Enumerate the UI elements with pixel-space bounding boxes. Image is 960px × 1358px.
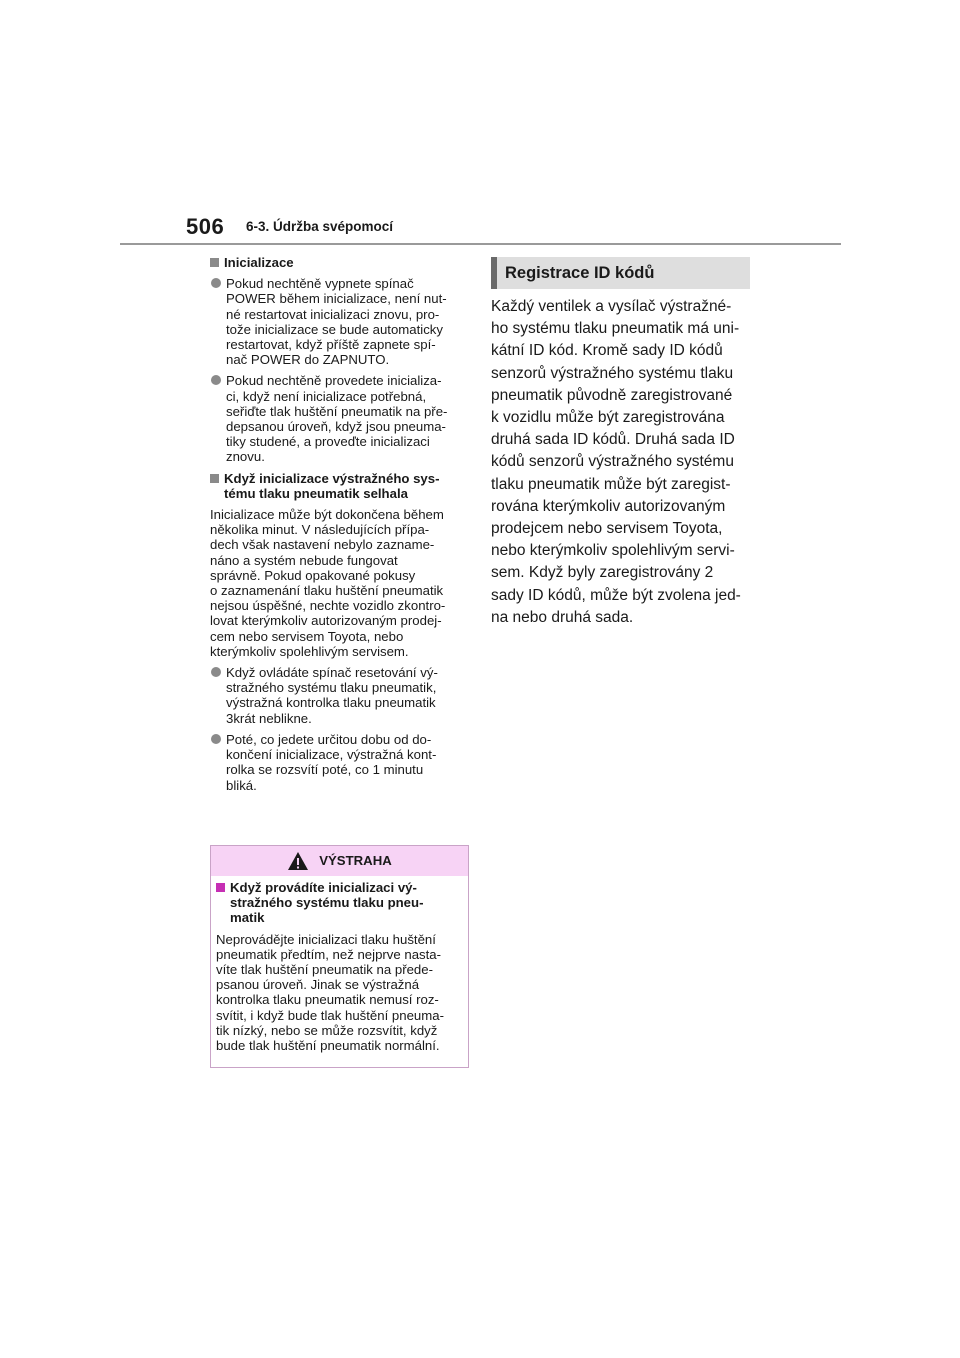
left-column — [210, 255, 472, 799]
text-line: seřiďte tlak huštění pneumatik na pře- — [226, 403, 448, 419]
registration-heading: Registrace ID kódů — [491, 257, 750, 289]
text-line: restartovat, když příště zapnete spí- — [226, 337, 436, 353]
text-line: tik nízký, nebo se může rozsvítit, když — [216, 1022, 438, 1038]
text-line: ho systému tlaku pneumatik má uni- — [491, 320, 740, 338]
text-line: kódů senzorů výstražného systému — [491, 453, 734, 471]
registration-body — [491, 296, 753, 629]
text-line: správně. Pokud opakované pokusy — [210, 567, 416, 583]
text-line: stražného systému tlaku pneumatik, — [226, 680, 437, 696]
text-line: znovu. — [226, 449, 265, 465]
bullet-item — [210, 373, 472, 464]
text-line: kterýmkoliv spolehlivým servisem. — [210, 643, 409, 659]
text-line: náno a systém nebude fungovat — [210, 552, 398, 568]
text-line: pneumatik původně zaregistrované — [491, 386, 733, 404]
text-line: nejsou úspěšné, nechte vozidlo zkontro- — [210, 598, 446, 614]
bullet-text — [226, 665, 438, 726]
text-line: stražného systému tlaku pneu- — [230, 895, 424, 911]
text-line: Když ovládáte spínač resetování vý- — [226, 665, 438, 681]
text-line: senzorů výstražného systému tlaku — [491, 364, 734, 382]
text-line: 3krát neblikne. — [226, 710, 312, 726]
page-number: 506 — [186, 214, 225, 239]
text-line: lovat kterýmkoliv autorizovaným prodej- — [210, 613, 442, 629]
warning-title-text: VÝSTRAHA — [319, 853, 392, 869]
circle-bullet-icon — [211, 278, 221, 288]
warning-box — [210, 845, 469, 1068]
bullet-text — [226, 732, 436, 793]
text-line: tiky studené, a proveďte inicializaci — [226, 434, 430, 450]
text-line: Když provádíte inicializaci vý- — [230, 880, 417, 895]
fail-heading-text — [224, 471, 440, 501]
text-line: tlaku pneumatik může být zaregist- — [491, 475, 731, 493]
warning-body — [216, 932, 462, 1054]
text-line: dech však nastavení nebylo zazname- — [210, 537, 435, 553]
text-line: k vozidlu může být zaregistrována — [491, 409, 725, 427]
fail-paragraph — [210, 507, 472, 659]
text-line: sem. Když byly zaregistrovány 2 — [491, 564, 714, 582]
text-line: tému tlaku pneumatik selhala — [224, 485, 408, 501]
text-line: tože inicializace se bude automaticky — [226, 321, 443, 337]
text-line: né restartovat inicializaci znovu, pro- — [226, 306, 440, 322]
text-line: prodejcem nebo servisem Toyota, — [491, 520, 723, 538]
warning-content — [211, 876, 468, 1067]
bullet-text — [226, 276, 447, 367]
circle-bullet-icon — [211, 734, 221, 744]
text-line: kontrolka tlaku pneumatik nemusí roz- — [216, 992, 439, 1008]
text-line: na nebo druhá sada. — [491, 608, 634, 626]
warning-heading — [216, 880, 462, 926]
warning-title — [211, 847, 468, 875]
warning-triangle-icon — [287, 851, 309, 871]
text-line: rována kterýmkoliv autorizovaným — [491, 497, 726, 515]
text-line: svítit, i když bude tlak huštění pneuma- — [216, 1007, 444, 1023]
text-line: cem nebo servisem Toyota, nebo — [210, 628, 404, 644]
text-line: depsanou úroveň, když jsou pneuma- — [226, 419, 446, 435]
text-line: Každý ventilek a vysílač výstražné- — [491, 298, 732, 315]
text-line: psanou úroveň. Jinak se výstražná — [216, 977, 420, 993]
text-line: víte tlak huštění pneumatik na přede- — [216, 962, 433, 978]
text-line: nebo kterýmkoliv spolehlivým servi- — [491, 542, 735, 560]
text-line: pneumatik předtím, než nejprve nasta- — [216, 946, 442, 962]
text-line: Když inicializace výstražného sys- — [224, 470, 440, 486]
text-line: bliká. — [226, 777, 257, 793]
square-bullet-icon — [210, 258, 219, 267]
text-line: Neprovádějte inicializaci tlaku huštění — [216, 931, 436, 947]
circle-bullet-icon — [211, 667, 221, 677]
text-line: několika minut. V následujících přípa- — [210, 522, 430, 538]
text-line: končení inicializace, výstražná kont- — [226, 747, 437, 763]
text-line: o zaznamenání tlaku huštění pneumatik — [210, 583, 444, 599]
text-line: Pokud nechtěně provedete inicializa- — [226, 373, 442, 389]
section-title: 6-3. Údržba svépomocí — [246, 219, 394, 234]
header-rule — [120, 243, 841, 245]
text-line: kátní ID kód. Kromě sady ID kódů — [491, 342, 723, 360]
text-line: sady ID kódů, může být zvolena jed- — [491, 586, 741, 604]
text-line: Poté, co jedete určitou dobu od do- — [226, 731, 432, 747]
text-line: Inicializace může být dokončena během — [210, 507, 444, 523]
init-heading-text: Inicializace — [224, 255, 294, 270]
warning-heading-text — [230, 880, 423, 926]
text-line: bude tlak huštění pneumatik normální. — [216, 1038, 440, 1054]
right-column — [491, 257, 753, 629]
fail-heading — [210, 471, 472, 501]
bullet-text — [226, 373, 447, 464]
text-line: matik — [230, 910, 265, 926]
bullet-item — [210, 276, 472, 367]
square-bullet-icon — [216, 883, 225, 892]
init-heading — [210, 255, 472, 270]
text-line: rolka se rozsvítí poté, co 1 minutu — [226, 762, 424, 778]
text-line: ci, když není inicializace potřebná, — [226, 388, 427, 404]
text-line: druhá sada ID kódů. Druhá sada ID — [491, 431, 735, 449]
text-line: výstražná kontrolka tlaku pneumatik — [226, 695, 436, 711]
text-line: Pokud nechtěně vypnete spínač — [226, 276, 414, 292]
bullet-item — [210, 732, 472, 793]
square-bullet-icon — [210, 474, 219, 483]
circle-bullet-icon — [211, 375, 221, 385]
bullet-item — [210, 665, 472, 726]
text-line: nač POWER do ZAPNUTO. — [226, 352, 390, 368]
text-line: POWER během inicializace, není nut- — [226, 291, 447, 307]
